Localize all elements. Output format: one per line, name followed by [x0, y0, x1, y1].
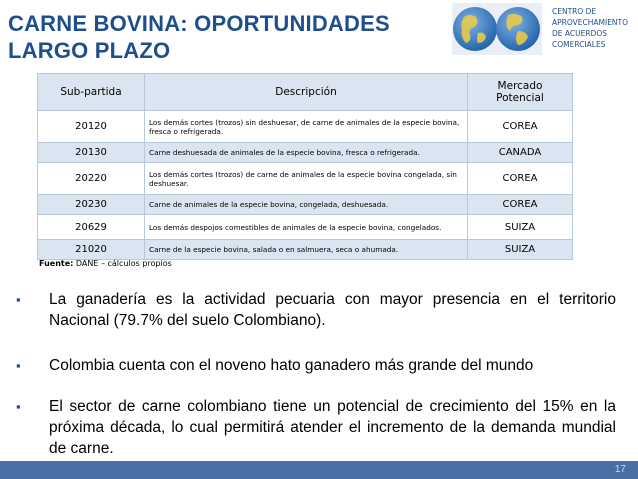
bullet-item — [16, 289, 616, 331]
cell-market: CANADA — [468, 143, 573, 163]
opportunities-table — [37, 73, 573, 260]
header-subpartida: Sub-partida — [38, 74, 145, 111]
page-title — [8, 10, 438, 64]
cell-description: Los demás cortes (trozos) sin deshuesar, de carne de animales de la especie bovina, fresca o refrigerada. — [145, 111, 468, 143]
source-text: DANE – cálculos propios — [73, 259, 172, 268]
table-row — [38, 111, 573, 143]
cell-market: SUIZA — [468, 240, 573, 260]
header-market-line-2: Potencial — [496, 92, 544, 104]
square-bullet-icon: ▪ — [16, 292, 21, 307]
page-number: 17 — [614, 464, 626, 475]
header-mercado-potencial — [468, 74, 573, 111]
organization-name — [552, 6, 638, 50]
globe-logo-icon — [452, 3, 542, 55]
org-line-4: COMERCIALES — [552, 40, 606, 49]
table-row — [38, 143, 573, 163]
cell-market: COREA — [468, 195, 573, 215]
square-bullet-icon: ▪ — [16, 399, 21, 414]
cell-code: 20230 — [38, 195, 145, 215]
cell-code: 20120 — [38, 111, 145, 143]
bullet-item — [16, 396, 616, 459]
table-header-row — [38, 74, 573, 111]
cell-description: Carne deshuesada de animales de la especie bovina, fresca o refrigerada. — [145, 143, 468, 163]
bullet-text: Colombia cuenta con el noveno hato ganadero más grande del mundo — [49, 357, 534, 374]
cell-description: Carne de la especie bovina, salada o en salmuera, seca o ahumada. — [145, 240, 468, 260]
cell-description: Carne de animales de la especie bovina, congelada, deshuesada. — [145, 195, 468, 215]
org-line-3: DE ACUERDOS — [552, 29, 608, 38]
table-row — [38, 195, 573, 215]
bullet-text: La ganadería es la actividad pecuaria con mayor presencia en el territorio Nacional (79.7% del suelo Colombiano). — [49, 291, 616, 329]
table-row — [38, 240, 573, 260]
bullet-text: El sector de carne colombiano tiene un potencial de crecimiento del 15% en la próxima década, lo cual permitirá atender el incremento de la demanda mundial de carne. — [49, 398, 616, 457]
cell-code: 20130 — [38, 143, 145, 163]
cell-market: SUIZA — [468, 215, 573, 240]
header-market-line-1: Mercado — [497, 80, 543, 92]
title-line-2: LARGO PLAZO — [8, 38, 171, 63]
header-descripcion: Descripción — [145, 74, 468, 111]
cell-code: 21020 — [38, 240, 145, 260]
cell-description: Los demás despojos comestibles de animales de la especie bovina, congelados. — [145, 215, 468, 240]
org-line-1: CENTRO DE — [552, 7, 597, 16]
source-note — [39, 259, 172, 268]
cell-market: COREA — [468, 111, 573, 143]
bullet-item — [16, 355, 616, 377]
cell-market: COREA — [468, 163, 573, 195]
square-bullet-icon: ▪ — [16, 358, 21, 373]
cell-description: Los demás cortes (trozos) de carne de animales de la especie bovina congelada, sin deshuesar. — [145, 163, 468, 195]
table-row — [38, 163, 573, 195]
footer-bar — [0, 461, 638, 479]
title-line-1: CARNE BOVINA: OPORTUNIDADES — [8, 11, 390, 36]
source-label: Fuente: — [39, 259, 74, 268]
org-line-2: APROVECHAMIENTO — [552, 18, 629, 27]
cell-code: 20629 — [38, 215, 145, 240]
table-row — [38, 215, 573, 240]
cell-code: 20220 — [38, 163, 145, 195]
